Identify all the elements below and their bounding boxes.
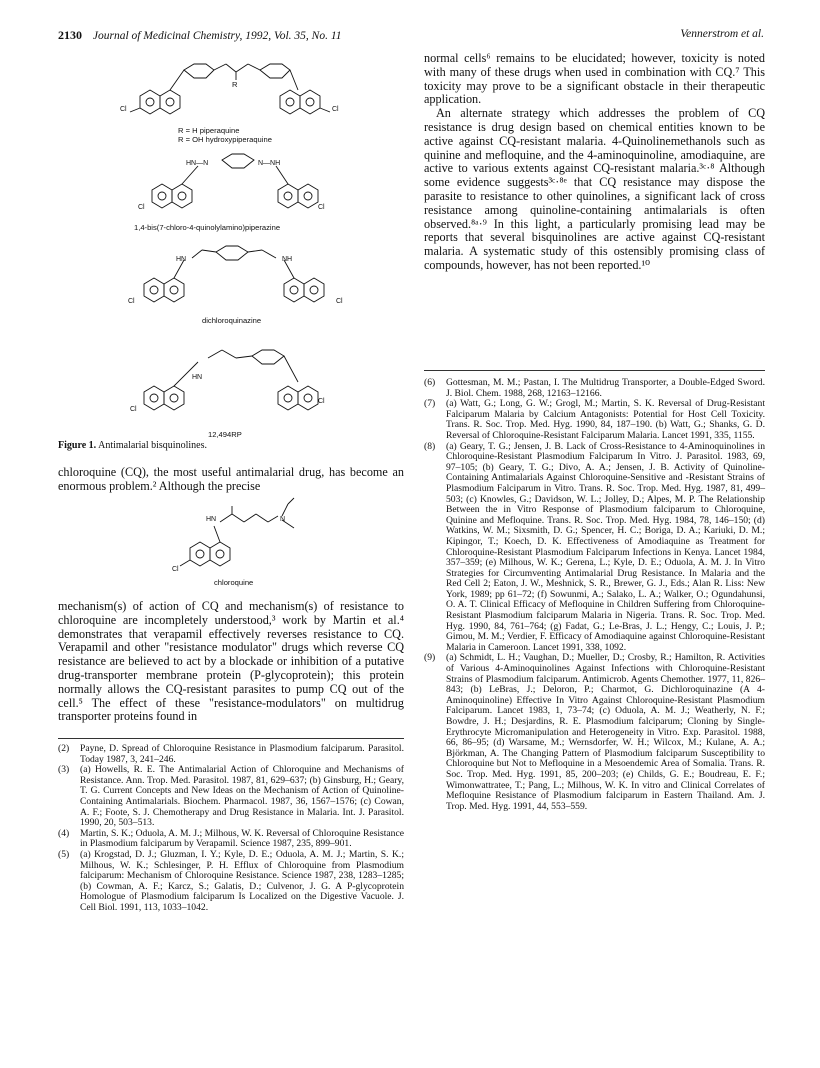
reference-number: (6) xyxy=(424,377,436,388)
reference-item xyxy=(424,399,765,441)
reference-text: (a) Krogstad, D. J.; Gluzman, I. Y.; Kyle, D. E.; Oduola, A. M. J.; Martin, S. K.; Milhous, W. K.; Schlesinger, P. H. Efflux of Chloroquine from Plasmodium falciparum: Mechanism of Chloroquine Resistance. Science 1987, 238, 1283–1285; (b) Cowman, A. F.; Karcz, S.; Galatis, D.; Culvenor, J. G. A P-glycoprotein Homologue of Plasmodium falciparum Is Localized on the Digestive Vacuole. J. Cell Biol. 1991, 113, 1033–1042. xyxy=(80,848,404,913)
piperaquine-structure xyxy=(120,56,360,124)
reference-item xyxy=(58,850,404,914)
piperaquine-label-1: R = H piperaquine xyxy=(178,126,240,135)
reference-number: (9) xyxy=(424,652,436,664)
right-footnote-rule xyxy=(424,370,765,371)
reference-item xyxy=(58,744,404,765)
reference-text: Martin, S. K.; Oduola, A. M. J.; Milhous, W. K. Reversal of Chloroquine Resistance in Plasmodium falciparum by Verapamil. Science 1987, 235, 899–901. xyxy=(80,827,404,850)
figure-caption-label: Figure 1. xyxy=(58,440,97,451)
reference-item xyxy=(58,765,404,829)
reference-number: (5) xyxy=(58,848,70,860)
dichloro-cl-left: Cl xyxy=(128,298,135,305)
bis-cl-right: Cl xyxy=(318,204,325,211)
reference-number: (3) xyxy=(58,764,70,776)
rp-label: 12,494RP xyxy=(208,430,242,439)
reference-number: (7) xyxy=(424,398,436,410)
bis-label: 1,4-bis(7-chloro-4-quinolylamino)piperazine xyxy=(134,223,281,232)
journal-citation: Journal of Medicinal Chemistry, 1992, Vol. 35, No. 11 xyxy=(92,30,342,42)
right-column xyxy=(424,52,765,273)
page-number: 2130 xyxy=(58,28,82,42)
running-header xyxy=(58,28,764,44)
dichloro-cl-right: Cl xyxy=(336,298,343,305)
bis-piperazine-structure xyxy=(138,148,338,216)
left-para-2-wrap xyxy=(58,600,404,724)
dichloro-label: dichloroquinazine xyxy=(202,316,262,325)
bis-cl-left: Cl xyxy=(138,204,145,211)
left-para-1-wrap xyxy=(58,466,404,494)
dichloroquinazine-structure xyxy=(128,238,348,312)
chloroquine-hn-label: HN xyxy=(206,516,217,523)
reference-item xyxy=(424,378,765,399)
right-para-2: An alternate strategy which addresses the problem of CQ resistance is drug design based on chemical entities known to be active against CQ-resistant malaria. 4-Quinolinemethanols such as quinine and mefloquine, and the 4-aminoquinoline, amodiaquine, are active to various extents against CQ-resistant malaria.³ᶜ·⁸ Although some evidence suggests³ᶜ·⁸ᵉ that CQ resistance may dispose the parasite to resistance to other quinolines, a significant lack of cross resistance among quinoline-containing antimalarials is often observed.⁸ᵃ·⁹ In this light, a particularly promising lead may be reports that several bisquinolines are active against CQ-resistant malaria. A systematic study of this ostensibly promising class of compounds, however, has not been reported.¹⁰ xyxy=(424,106,765,272)
piperaquine-cl-right: Cl xyxy=(332,106,339,113)
piperaquine-label-2: R = OH hydroxypiperaquine xyxy=(178,135,272,144)
reference-text: Gottesman, M. M.; Pastan, I. The Multidrug Transporter, a Double-Edged Sword. J. Biol. Chem. 1988, 268, 12163–12166. xyxy=(446,377,765,399)
rp-cl-right: Cl xyxy=(318,398,325,405)
rp-structure xyxy=(128,338,348,428)
reference-number: (2) xyxy=(58,743,70,754)
right-references xyxy=(424,378,765,812)
figure-caption-text: Antimalarial bisquinolines. xyxy=(96,440,207,451)
reference-item xyxy=(424,653,765,812)
chloroquine-n-label: N xyxy=(280,516,286,523)
dichloro-nh-label: NH xyxy=(282,256,293,263)
reference-item xyxy=(424,442,765,654)
piperaquine-cl-left: Cl xyxy=(120,106,127,113)
dichloro-hn-label: HN xyxy=(176,256,187,263)
reference-text: (a) Geary, T. G.; Jensen, J. B. Lack of Cross-Resistance to 4-Aminoquinolines in Chloroquine-Resistant Plasmodium Falciparum In Vitro. J. Parasitol. 1983, 69, 97–105; (b) Geary, T. G.; Divo, A. A.; Jensen, J. B. Activity of Quinoline-Containing Antimalarials Against Chloroquine-Sensitive and -Resistant Strains of Plasmodium Falciparum in Vitro. Trans. R. Soc. Trop. Med. Hyg. 1987, 81, 499–503; (c) Knowles, G.; Davidson, W. L.; Jolley, D.; Alpes, M. P. The Relationship Between the in Vitro Response of Plasmodium falciparum to Chloroquine, Quinine and Mefloquine. Trans. R. Soc. Trop. Med. Hyg. 1984, 78, 146–150; (d) Watkins, W. M.; Sixsmith, D. G.; Spencer, H. C.; Boriga, D. A.; Kariuki, D. M.; Kipingor, T.; Koech, D. K. Effectiveness of Amodiaquine as Treatment for Chloroquine-Resistant Plasmodium Falciparum Infections in Kenya. Lancet 1984, 357–359; (e) Milhous, W. K.; Gerena, L.; Kyle, D. E.; Oduola, A. M. J. In Vitro Strategies for Circumventing Antimalarial Drug Resistance. In Malaria and the Red Cell 2; Eaton, J. W., Meshnick, S. R., Brewer, G. J., Eds.; Alan R. Liss: New York, 1989; pp 61–72; (f) Sowunmi, A.; Salako, L. A.; Walker, O.; Ogundahunsi, O. A. T. Clinical Efficacy of Mefloquine in Children Suffering from Chloroquine-Resistant Plasmodium falciparum Malaria in Nigeria. Trans. R. Soc. Trop. Med. Hyg. 1990, 84, 761–764; (g) Fadat, G.; Le-Bras, J. L.; Hengy, C.; Louis, J. P.; Gimou, M. M.; Verdier, F. Efficacy of Amodiaquine against Chloroquine-Resistant Malaria in Cameroon. Lancet 1991, 338, 1092. xyxy=(446,440,765,653)
figure-caption xyxy=(58,440,404,451)
bis-hnn-label: HN—N xyxy=(186,160,209,167)
reference-number: (4) xyxy=(58,827,70,839)
reference-text: (a) Howells, R. E. The Antimalarial Action of Chloroquine and Mechanisms of Resistance. Ann. Trop. Med. Parasitol. 1987, 81, 629–637; (b) Ginsburg, H.; Geary, T. G. Current Concepts and New Ideas on the Mechanism of Action of Quinoline-Containing Antimalarials. Biochem. Pharmacol. 1987, 36, 1567–1576; (c) Cowan, A. F.; Foote, S. J. Chemotherapy and Drug Resistance in Malaria. Int. J. Parasitol. 1990, 20, 503–513. xyxy=(80,764,404,829)
right-para-1: normal cells⁶ remains to be elucidated; however, toxicity is noted with many of these drugs when used in combination with CQ.⁷ This toxicity may prove to be a significant obstacle in their therapeutic application. xyxy=(424,51,765,107)
chloroquine-cl-label: Cl xyxy=(172,566,179,573)
reference-number: (8) xyxy=(424,440,436,452)
chloroquine-label: chloroquine xyxy=(214,578,254,587)
rp-hn-label: HN xyxy=(192,374,203,381)
reference-text: (a) Watt, G.; Long, G. W.; Grogl, M.; Martin, S. K. Reversal of Drug-Resistant Falciparum Malaria by Calcium Antagonists: Potential for Host Cell Toxicity. Trans. R. Soc. Trop. Med. Hyg. 1990, 84, 187–190. (b) Watt, G.; Shanks, G. D. Reversal of Chloroquine-Resistant Falciparum Malaria. Lancet 1991, 335, 1155. xyxy=(446,398,765,441)
piperaquine-r-atom: R xyxy=(232,80,238,89)
reference-item xyxy=(58,829,404,850)
rp-cl-left: Cl xyxy=(130,406,137,413)
left-para-1: chloroquine (CQ), the most useful antimalarial drug, has become an enormous problem.² Although the precise xyxy=(58,465,404,493)
running-authors: Vennerstrom et al. xyxy=(680,28,764,40)
reference-text: Payne, D. Spread of Chloroquine Resistance in Plasmodium falciparum. Parasitol. Today 1987, 3, 241–246. xyxy=(80,743,404,765)
reference-text: (a) Schmidt, L. H.; Vaughan, D.; Mueller, D.; Crosby, R.; Hamilton, R. Activities of Various 4-Aminoquinolines Against Infections with Chloroquine-Resistant Strains of Plasmodium falciparum. Antimicrob. Agents Chemother. 1977, 11, 826–843; (b) LeBras, J.; Deloron, P.; Charmot, G. Dichloroquinazine (A 4-Aminoquinoline) Effective In Vitro Against Chloroquine-Resistant Plasmodium Falciparum. Lancet 1983, 1, 73–74; (c) Oduola, A. M. J.; Weatherly, N. F.; Bowdre, J. H.; Desjardins, R. E. Plasmodium falciparum; Cloning by Single-Erythrocyte Micromanipulation and Heterogeneity in Vitro. Exp. Parasitol. 1988, 66, 86–95; (d) Warsame, M.; Wernsdorfer, W. H.; Wilcox, M.; Kulane, A. A.; Björkman, A. The Changing Pattern of Plasmodium falciparum Susceptibility to Chloroquine but Not to Mefloquine in a Mesoendemic Area of Somalia. Trans. R. Soc. Trop. Med. Hyg. 1991, 85, 200–203; (e) Childs, G. E.; Boudreau, E. F.; Wimonwattratee, T.; Pang, L.; Milhous, W. K. In vitro and Clinical Correlates of Mefloquine Resistance of Plasmodium falciparum in Eastern Thailand. Am. J. Trop. Med. Hyg. 1991, 44, 553–559. xyxy=(446,652,765,812)
left-footnote-rule xyxy=(58,738,404,739)
left-references xyxy=(58,744,404,914)
chloroquine-structure xyxy=(170,494,330,584)
left-para-2: mechanism(s) of action of CQ and mechanism(s) of resistance to chloroquine are incompletely understood,³ work by Martin et al.⁴ demonstrates that verapamil effectively reverses resistance to CQ. Verapamil and other "resistance modulator" drugs which reverse CQ resistance are believed to act by a blockade or inhibition of a putative drug-transporter membrane protein (P-glycoprotein); this protein normally allows the CQ-resistant parasites to pump CQ out of the cell.⁵ The effect of these "resistance-modulators" on multidrug transporter proteins found in xyxy=(58,599,404,724)
bis-nnh-label: N—NH xyxy=(258,160,281,167)
